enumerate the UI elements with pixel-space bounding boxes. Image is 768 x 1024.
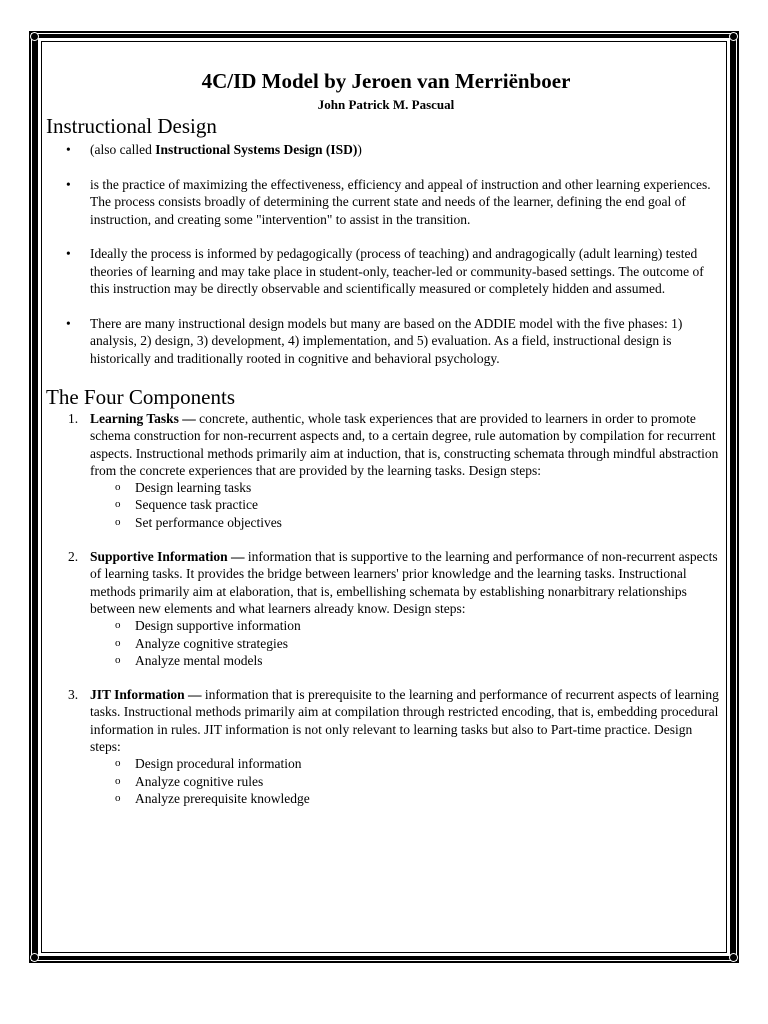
bullet-text: Ideally the process is informed by pedagogically (process of teaching) and andragogically (adult learning) tested theories of learning and may take place in student-only, teacher-led or community-based settings. The outcome of this instruction may be directly observable and scientifically measured or completely hidden and assumed.: [90, 246, 704, 296]
bullet-text: There are many instructional design models but many are based on the ADDIE model with the five phases: 1) analysis, 2) design, 3) development, 4) implementation, and 5) evaluation. As a field, instructional design is historically and traditionally rooted in cognitive and behavioral psychology.: [90, 315, 683, 366]
design-step-text: Set performance objectives: [135, 514, 282, 530]
bullet-glyph: •: [66, 315, 71, 331]
design-step-text: Design supportive information: [135, 618, 301, 634]
list-item: [46, 315, 726, 368]
list-item: [46, 141, 726, 159]
component-title: Learning Tasks —: [90, 411, 196, 426]
bullet-glyph: •: [66, 246, 71, 261]
corner-ornament-top-left: [30, 32, 39, 41]
document-author: John Patrick M. Pascual: [317, 97, 455, 112]
sub-bullet-glyph: o: [115, 757, 121, 770]
page-border-right-bar: [730, 34, 736, 960]
design-step: [90, 635, 726, 652]
page-border-left-bar: [32, 34, 38, 960]
sub-bullet-glyph: o: [115, 653, 121, 666]
design-step: [90, 790, 726, 807]
instructional-design-list: [46, 141, 726, 367]
bullet-text: is the practice of maximizing the effectiveness, efficiency and appeal of instruction and other learning experiences. The process consists broadly of determining the current state and needs of the learner, defining the end goal of instruction, and creating some "intervention" to assist in the transition.: [90, 176, 711, 227]
design-step: [90, 496, 726, 513]
corner-ornament-top-right: [729, 32, 738, 41]
corner-ornament-bottom-right: [729, 953, 738, 962]
design-step: [90, 479, 726, 496]
component-item-jit-information: [46, 686, 726, 807]
component-title: Supportive Information —: [90, 549, 245, 565]
bullet-glyph: •: [66, 142, 71, 157]
item-number: 2.: [68, 549, 79, 565]
corner-ornament-bottom-left: [30, 953, 39, 962]
four-components-list: [46, 410, 726, 807]
document-body: [46, 68, 726, 824]
design-step-text: Design procedural information: [135, 756, 302, 772]
design-step-text: Analyze mental models: [135, 652, 263, 668]
design-step-text: Analyze cognitive rules: [135, 773, 264, 789]
component-item-learning-tasks: [46, 410, 726, 531]
design-step-text: Sequence task practice: [135, 497, 258, 513]
design-step-text: Analyze cognitive strategies: [135, 635, 288, 651]
item-number: 3.: [68, 687, 79, 703]
design-steps-list: [90, 479, 726, 531]
document-title: 4C/ID Model by Jeroen van Merriënboer: [201, 69, 571, 93]
sub-bullet-glyph: o: [115, 515, 121, 528]
sub-bullet-glyph: o: [115, 481, 121, 494]
component-item-supportive-information: [46, 548, 726, 669]
design-step: [90, 773, 726, 790]
list-item: [46, 176, 726, 229]
item-number: 1.: [68, 411, 79, 426]
section-heading-instructional-design: Instructional Design: [46, 114, 217, 138]
sub-bullet-glyph: o: [115, 636, 121, 649]
design-step: [90, 514, 726, 531]
bullet-text-prefix: (also called: [90, 142, 156, 157]
sub-bullet-glyph: o: [115, 498, 121, 511]
design-step: [90, 617, 726, 634]
design-step-text: Design learning tasks: [135, 480, 252, 496]
design-step-text: Analyze prerequisite knowledge: [135, 790, 310, 806]
component-text: information that is prerequisite to the learning and performance of recurrent aspects of learning tasks. Instructional methods primarily aim at compilation through restricted encoding, that is, embedding procedural information in rules. JIT information is not only relevant to learning tasks but also to Part-time practice. Design steps:: [90, 687, 719, 755]
bullet-text-suffix: ): [357, 142, 362, 157]
design-step: [90, 652, 726, 669]
component-title: JIT Information —: [90, 687, 202, 703]
design-step: [90, 755, 726, 772]
bullet-text-bold: Instructional Systems Design (ISD): [155, 142, 358, 157]
design-steps-list: [90, 755, 726, 807]
sub-bullet-glyph: o: [115, 791, 121, 804]
design-steps-list: [90, 617, 726, 669]
page-border-top-bar: [32, 34, 736, 38]
sub-bullet-glyph: o: [115, 774, 121, 787]
sub-bullet-glyph: o: [115, 619, 121, 632]
bullet-glyph: •: [66, 176, 71, 192]
list-item: [46, 245, 726, 298]
page-border-bottom-bar: [32, 956, 736, 960]
component-text: concrete, authentic, whole task experiences that are provided to learners in order to promote schema construction for non-recurrent aspects and, to a certain degree, rule automation by compilation for recurrent aspects. Instructional methods primarily aim at induction, that is, constructing schemata through mindful abstraction from the concrete experiences that are provided by the learning tasks. Design steps:: [90, 411, 719, 478]
component-text: information that is supportive to the learning and performance of non-recurrent aspects of learning tasks. It provides the bridge between learners' prior knowledge and the learning tasks. Instructional methods primarily aim at elaboration, that is, embellishing schemata by establishing nonarbitrary relationships between new elements and what learners already know. Design steps:: [90, 549, 718, 616]
section-heading-four-components: The Four Components: [46, 385, 235, 409]
